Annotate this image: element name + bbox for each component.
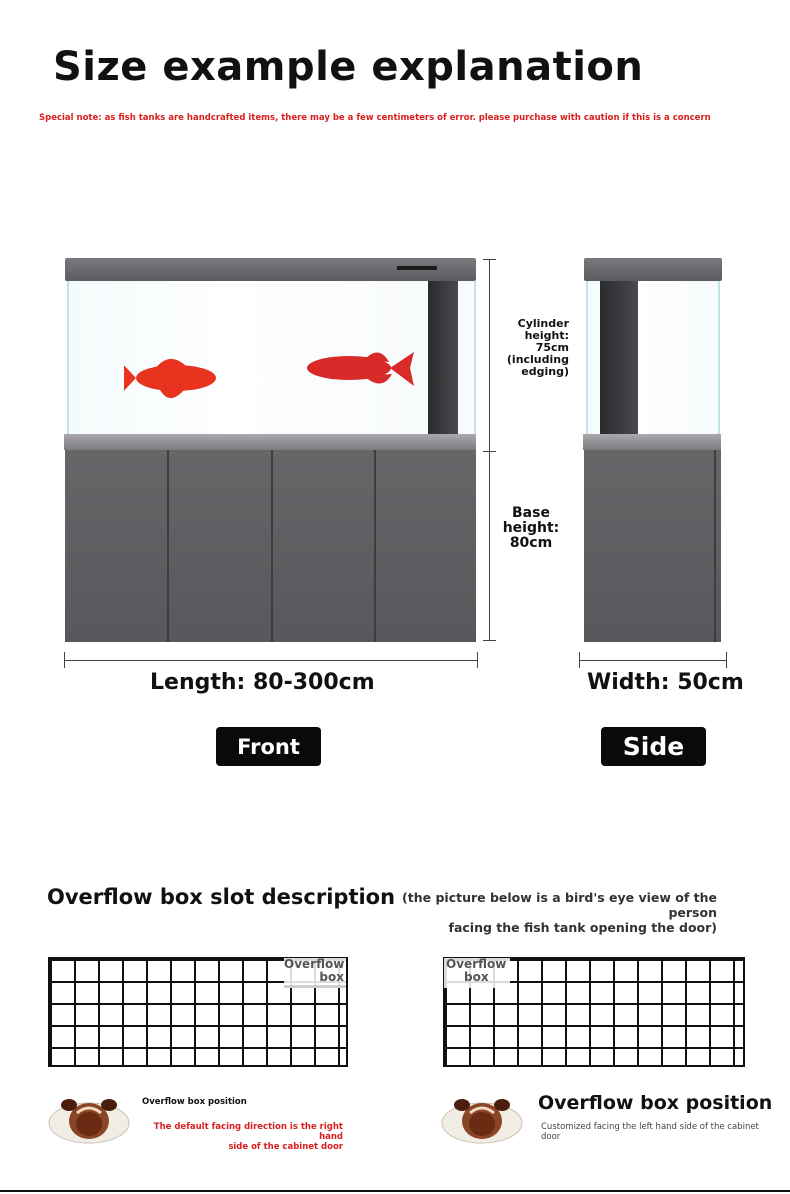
- cabinet-door: [65, 450, 169, 642]
- dimension-tick: [726, 652, 727, 668]
- special-note: Special note: as fish tanks are handcrafted items, there may be a few centimeters of error. please purchase with caution if this is a concern: [39, 113, 711, 123]
- description-line: facing the fish tank opening the door): [448, 920, 717, 935]
- base-label-line: 80cm: [509, 535, 553, 551]
- note-line: The default facing direction is the right hand: [153, 1122, 343, 1142]
- cylinder-label-line: edging): [521, 365, 569, 378]
- control-panel: [397, 266, 437, 270]
- description-line: (the picture below is a bird's eye view of the person: [402, 890, 717, 920]
- dimension-tick: [477, 652, 478, 668]
- tank-base-rim: [64, 434, 476, 450]
- note-line: door: [541, 1132, 561, 1142]
- overflow-box-label: Overflow: [284, 957, 345, 971]
- front-tank-illustration: [64, 258, 478, 644]
- side-tank-illustration: [583, 258, 723, 644]
- base-label-line: height:: [502, 520, 560, 536]
- side-button[interactable]: Side: [601, 727, 706, 766]
- side-cabinet-edge: [714, 450, 716, 642]
- height-dimension-line: [489, 259, 490, 641]
- width-label: Width: 50cm: [587, 670, 744, 695]
- left-position-title: Overflow box position: [142, 1097, 247, 1107]
- cylinder-height-label: [494, 318, 569, 378]
- cabinet: [65, 450, 476, 642]
- front-button[interactable]: Front: [216, 727, 321, 766]
- side-cabinet: [584, 450, 721, 642]
- overflow-box-label: box: [464, 970, 489, 984]
- side-tank-base-rim: [583, 434, 721, 450]
- length-label: Length: 80-300cm: [150, 670, 375, 695]
- base-label-line: Base: [512, 505, 550, 521]
- overflow-column: [428, 281, 458, 436]
- fish-right: [307, 352, 414, 386]
- width-dimension-line: [579, 660, 727, 661]
- overflow-section-title: Overflow box slot description: [47, 885, 396, 909]
- side-overflow-column: [600, 281, 638, 436]
- right-position-title: Overflow box position: [538, 1092, 773, 1114]
- fish-illustration: [124, 348, 414, 418]
- overflow-box-label: box: [319, 970, 344, 984]
- tank-lid: [65, 258, 476, 281]
- page-title: Size example explanation: [53, 44, 644, 90]
- cabinet-door: [169, 450, 273, 642]
- right-position-note: [541, 1122, 771, 1142]
- note-line: Customized facing the left hand side of the cabinet: [541, 1122, 759, 1132]
- overflow-description: [380, 890, 717, 935]
- left-overflow-box: [284, 958, 346, 988]
- cylinder-label-line: (including: [506, 353, 569, 366]
- left-position-note: [130, 1122, 343, 1152]
- dimension-tick: [483, 451, 496, 452]
- person-top-view-icon: [47, 1093, 131, 1145]
- dimension-tick: [483, 259, 496, 260]
- base-height-label: [496, 506, 566, 551]
- cylinder-label-line: height: 75cm: [524, 329, 569, 354]
- overflow-box-label: Overflow: [446, 957, 507, 971]
- right-overflow-box: [444, 958, 510, 988]
- length-dimension-line: [64, 660, 478, 661]
- fish-left: [124, 359, 216, 398]
- dimension-tick: [483, 640, 496, 641]
- side-tank-lid: [584, 258, 722, 281]
- bottom-divider: [0, 1190, 790, 1192]
- note-line: side of the cabinet door: [228, 1142, 343, 1152]
- dimension-tick: [579, 652, 580, 668]
- person-top-view-icon: [440, 1093, 524, 1145]
- cabinet-door: [273, 450, 376, 642]
- dimension-tick: [64, 652, 65, 668]
- cylinder-label-line: Cylinder: [517, 317, 569, 330]
